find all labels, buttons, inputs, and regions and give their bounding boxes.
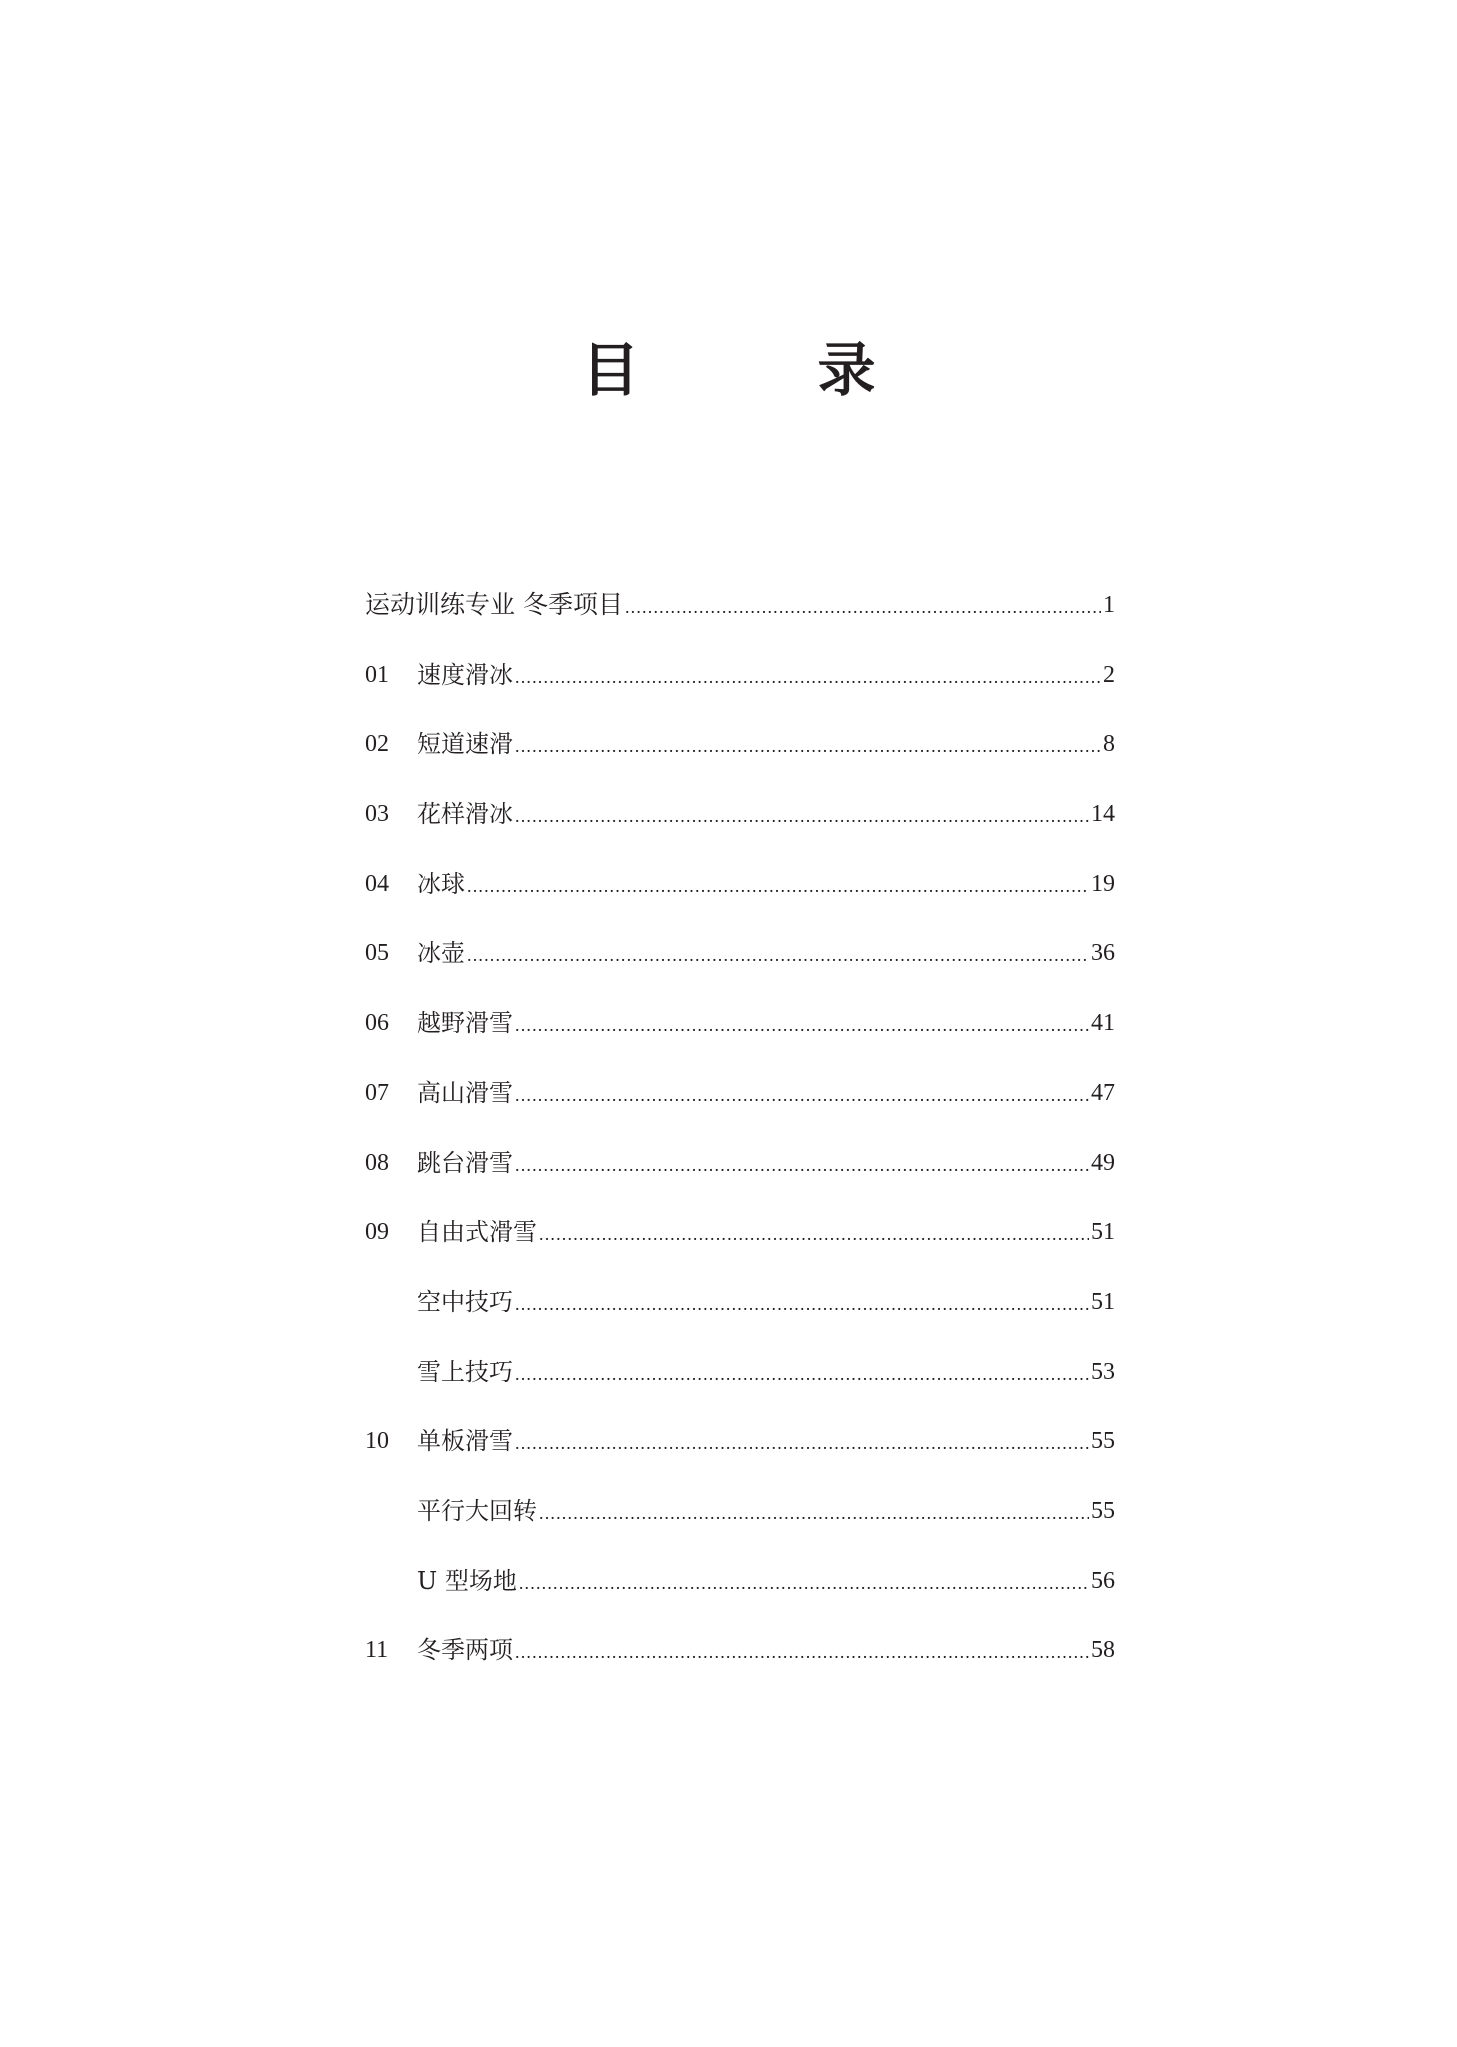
toc-number: 10: [365, 1428, 389, 1455]
dot-leader: [467, 936, 1089, 974]
toc-number: 01: [365, 661, 389, 688]
toc-page-number: 36: [1091, 940, 1115, 967]
toc-page-number: 49: [1091, 1149, 1115, 1176]
toc-label: 花样滑冰: [417, 800, 513, 829]
toc-subentry[interactable]: [365, 1283, 1115, 1353]
toc-number: 06: [365, 1010, 389, 1037]
toc-page-number: 14: [1091, 801, 1115, 828]
toc-number: 03: [365, 801, 389, 828]
dot-leader: [515, 1633, 1089, 1671]
dot-leader: [515, 1355, 1089, 1393]
dot-leader: [625, 588, 1101, 626]
toc-number: 04: [365, 870, 389, 897]
toc-entry[interactable]: [365, 865, 1115, 935]
dot-leader: [515, 727, 1101, 765]
page-title: 目 录: [581, 336, 936, 404]
dot-leader: [515, 658, 1101, 696]
toc-label: 冬季两项: [417, 1636, 513, 1665]
dot-leader: [519, 1564, 1089, 1602]
toc-label: 雪上技巧: [417, 1357, 513, 1386]
toc-page-number: 8: [1103, 731, 1115, 758]
dot-leader: [467, 867, 1089, 905]
toc-entry[interactable]: [365, 1144, 1115, 1214]
toc-page-number: 55: [1091, 1428, 1115, 1455]
toc-page-number: 47: [1091, 1079, 1115, 1106]
toc-page-number: 58: [1091, 1637, 1115, 1664]
toc-entry[interactable]: [365, 1631, 1115, 1701]
toc-page-number: 51: [1091, 1288, 1115, 1315]
toc-label: 越野滑雪: [417, 1009, 513, 1038]
toc-entry[interactable]: [365, 1074, 1115, 1144]
toc-number: 07: [365, 1079, 389, 1106]
toc-label: 空中技巧: [417, 1287, 513, 1316]
toc-entry[interactable]: [365, 725, 1115, 795]
toc-label: 速度滑冰: [417, 660, 513, 689]
toc-entry[interactable]: [365, 656, 1115, 726]
dot-leader: [515, 1146, 1089, 1184]
dot-leader: [515, 797, 1089, 835]
toc-page-number: 51: [1091, 1219, 1115, 1246]
toc-number: 08: [365, 1149, 389, 1176]
toc-label: U 型场地: [417, 1566, 517, 1595]
toc-label: 运动训练专业 冬季项目: [365, 590, 623, 619]
dot-leader: [515, 1006, 1089, 1044]
toc-subentry[interactable]: [365, 1353, 1115, 1423]
toc-label: 高山滑雪: [417, 1078, 513, 1107]
toc-header-entry[interactable]: [365, 586, 1115, 656]
toc-label: 自由式滑雪: [417, 1218, 537, 1247]
toc-page-number: 2: [1103, 661, 1115, 688]
toc-label: 冰壶: [417, 939, 465, 968]
toc-label: 跳台滑雪: [417, 1148, 513, 1177]
toc-entry[interactable]: [365, 1422, 1115, 1492]
toc-page-number: 41: [1091, 1010, 1115, 1037]
toc-label: 平行大回转: [417, 1496, 537, 1525]
toc-label: 冰球: [417, 869, 465, 898]
dot-leader: [515, 1424, 1089, 1462]
dot-leader: [539, 1494, 1089, 1532]
dot-leader: [539, 1215, 1089, 1253]
toc-number: 02: [365, 731, 389, 758]
toc-entry[interactable]: [365, 1004, 1115, 1074]
toc-number: 11: [365, 1637, 389, 1664]
table-of-contents: [365, 586, 1115, 1701]
dot-leader: [515, 1285, 1089, 1323]
toc-entry[interactable]: [365, 934, 1115, 1004]
toc-subentry[interactable]: [365, 1492, 1115, 1562]
toc-page-number: 1: [1103, 592, 1115, 618]
toc-number: 05: [365, 940, 389, 967]
toc-entry[interactable]: [365, 1213, 1115, 1283]
toc-page-number: 56: [1091, 1567, 1115, 1594]
toc-label: 短道速滑: [417, 730, 513, 759]
toc-page-number: 55: [1091, 1497, 1115, 1524]
toc-page-number: 19: [1091, 870, 1115, 897]
toc-number: 09: [365, 1219, 389, 1246]
toc-label: 单板滑雪: [417, 1427, 513, 1456]
toc-page-number: 53: [1091, 1358, 1115, 1385]
dot-leader: [515, 1076, 1089, 1114]
toc-subentry[interactable]: [365, 1562, 1115, 1632]
toc-entry[interactable]: [365, 795, 1115, 865]
